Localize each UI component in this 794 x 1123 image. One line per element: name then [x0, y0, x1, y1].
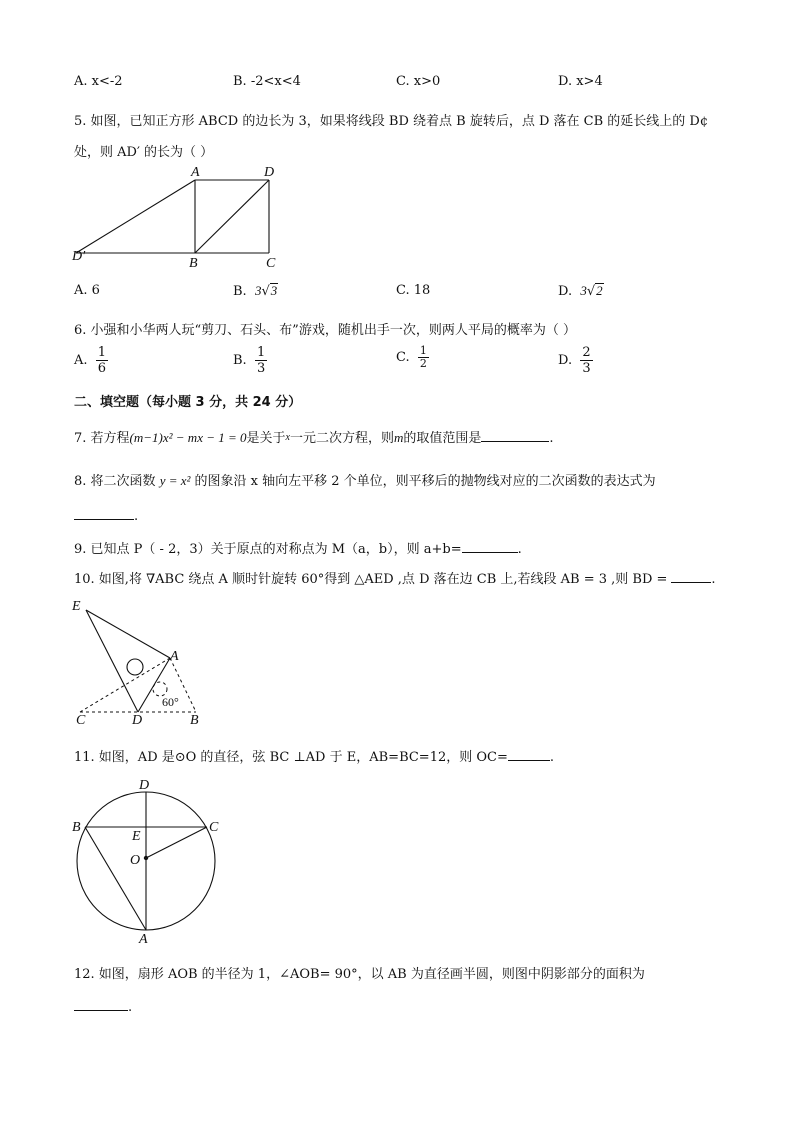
- label-A: A: [191, 165, 200, 180]
- q7-end: .: [549, 431, 554, 446]
- label-C: C: [209, 820, 219, 835]
- section-heading-fill-in: 二、填空题（每小题 3 分，共 24 分）: [74, 395, 302, 410]
- q6-option-b-label: B.: [233, 353, 247, 368]
- q11-text: 11. 如图，AD 是⊙O 的直径，弦 BC ⊥AD 于 E，AB=BC=12，则 OC=: [74, 750, 508, 765]
- q10-line: [74, 568, 716, 587]
- q8-line: [74, 470, 656, 489]
- q5-option-c: C. 18: [396, 283, 431, 298]
- q12-line1: 12. 如图，扇形 AOB 的半径为 1，∠AOB= 90°，以 AB 为直径画半圆，则图中阴影部分的面积为: [74, 967, 645, 982]
- q10-text: 10. 如图,将 ∇ABC 绕点 A 顺时针旋转 60°得到 △AED ,点 D 落在边 CB 上,若线段 AB = 3 ,则 BD =: [74, 572, 668, 587]
- q9-end: .: [517, 542, 522, 557]
- q5-option-b: [233, 283, 278, 299]
- q8-end: .: [134, 509, 139, 524]
- q6-c-denominator: 2: [419, 357, 427, 370]
- q9-text: 9. 已知点 P（ - 2，3）关于原点的对称点为 M（a，b），则 a+b=: [74, 542, 462, 557]
- q7-var-m: m: [394, 430, 404, 445]
- q6-option-b: [233, 345, 267, 376]
- q6-a-denominator: 6: [97, 361, 107, 376]
- q6-stem: 6. 小强和小华两人玩“剪刀、石头、布”游戏，随机出手一次，则两人平局的概率为（ ）: [74, 323, 576, 338]
- q7-equation: (m−1)x² − mx − 1 = 0: [129, 430, 247, 445]
- q6-d-numerator: 2: [582, 345, 591, 360]
- q6-c-numerator: 1: [419, 344, 427, 357]
- q11-answer-blank[interactable]: [508, 748, 550, 761]
- q5-option-b-radicand: 3: [270, 283, 278, 298]
- q8-answer-line: [74, 507, 138, 524]
- label-Dprime: D′: [72, 249, 86, 264]
- q5-option-d-coef: 3: [580, 283, 587, 298]
- q6-option-a-label: A.: [74, 353, 88, 368]
- q5-stem-line2: 处，则 AD′ 的长为（ ）: [74, 145, 214, 160]
- q4-option-c: C. x>0: [396, 74, 441, 89]
- radical-icon: √: [261, 284, 270, 299]
- label-angle: 60°: [162, 695, 179, 709]
- q5-stem-line1: 5. 如图，已知正方形 ABCD 的边长为 3，如果将线段 BD 绕着点 B 旋转后，点 D 落在 CB 的延长线上的 D¢: [74, 114, 709, 129]
- q8-prefix: 8. 将二次函数: [74, 474, 156, 489]
- q6-option-d-label: D.: [558, 353, 573, 368]
- q7-line: [74, 427, 554, 446]
- label-D: D: [264, 165, 275, 180]
- q10-rotation-figure: [68, 594, 218, 728]
- q7-suffix: 的取值范围是: [403, 431, 482, 446]
- label-C: C: [76, 713, 86, 728]
- q10-end: .: [711, 572, 716, 587]
- line-dprime-a: [76, 180, 195, 253]
- label-E: E: [132, 829, 141, 844]
- q5-option-d: [558, 283, 604, 299]
- q8-suffix: 的图象沿 x 轴向左平移 2 个单位，则平移后的抛物线对应的二次函数的表达式为: [194, 474, 656, 489]
- q9-answer-blank[interactable]: [462, 540, 518, 553]
- q5-square-figure: [68, 160, 288, 272]
- q6-option-a: [74, 345, 108, 376]
- q9-line: [74, 538, 522, 557]
- q12-answer-line: [74, 998, 132, 1015]
- q5-option-b-coef: 3: [254, 283, 262, 298]
- radical-icon: √: [586, 284, 596, 299]
- line-c-a-dashed: [80, 658, 170, 712]
- label-B: B: [72, 820, 81, 835]
- q11-end: .: [549, 750, 555, 765]
- decor-circle: [127, 659, 143, 675]
- label-C: C: [266, 256, 276, 271]
- line-o-c: [146, 827, 207, 858]
- q7-answer-blank[interactable]: [481, 429, 549, 442]
- q6-option-c: [396, 345, 429, 370]
- label-E: E: [72, 599, 81, 614]
- q12-end: .: [128, 1000, 133, 1015]
- q4-option-a: A. x<-2: [74, 74, 123, 89]
- q7-var-x: x: [285, 432, 290, 443]
- q11-circle-figure: [68, 772, 228, 944]
- q6-d-denominator: 3: [582, 361, 591, 376]
- q4-option-b: B. -2<x<4: [233, 74, 301, 89]
- label-D: D: [139, 778, 150, 793]
- q5-option-d-radicand: 2: [596, 283, 603, 298]
- q5-option-a: A. 6: [74, 283, 100, 298]
- q6-option-d: [558, 345, 593, 376]
- label-D: D: [132, 713, 143, 728]
- q4-option-d: D. x>4: [558, 74, 603, 89]
- q6-option-c-label: C.: [396, 350, 410, 365]
- q12-answer-blank[interactable]: [74, 998, 128, 1011]
- label-A: A: [170, 649, 179, 664]
- q7-mid: 是关于: [246, 431, 286, 446]
- line-b-d: [195, 180, 269, 253]
- q8-answer-blank[interactable]: [74, 507, 134, 520]
- label-A: A: [139, 932, 148, 944]
- q8-equation: y = x²: [159, 473, 191, 488]
- label-O: O: [130, 853, 141, 868]
- q6-b-numerator: 1: [256, 345, 266, 360]
- q6-b-denominator: 3: [256, 361, 266, 376]
- q5-option-b-label: B.: [233, 284, 247, 299]
- q7-prefix: 7. 若方程: [74, 431, 130, 446]
- q10-answer-blank[interactable]: [671, 570, 711, 583]
- q5-option-d-label: D.: [558, 284, 573, 299]
- q7-mid2: 一元二次方程，则: [289, 431, 394, 446]
- label-B: B: [190, 713, 199, 728]
- center-dot: [144, 856, 148, 860]
- q6-a-numerator: 1: [97, 345, 107, 360]
- label-B: B: [189, 256, 198, 271]
- q11-line: [74, 746, 554, 765]
